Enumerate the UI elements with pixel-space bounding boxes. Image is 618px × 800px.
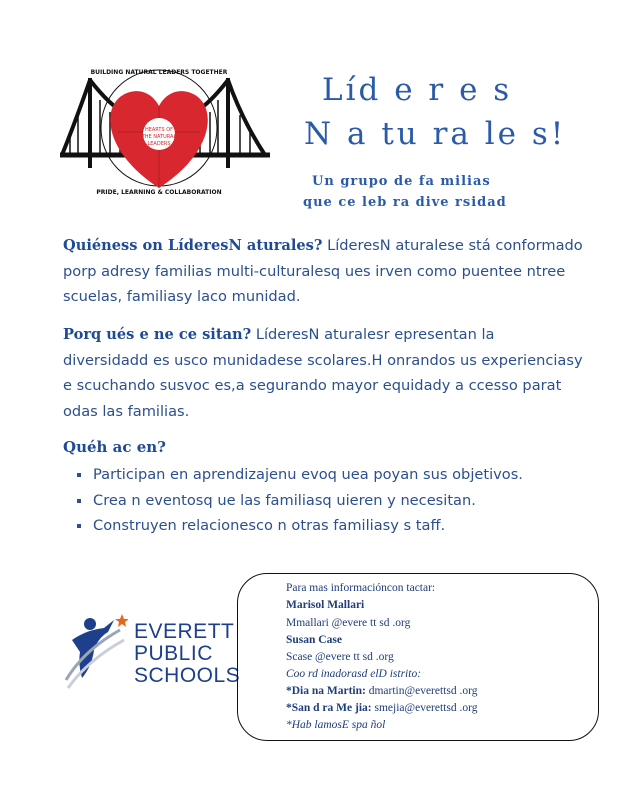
section-who-are-body: LíderesN aturalese stá conformado porp adresy familias multi-culturalesq ues irven como puentee ntree scuelas, familiasy laco munidad. [63, 237, 583, 305]
contact-box [237, 573, 599, 741]
coordinator-2 [286, 702, 477, 714]
section-what-do-heading: Quéh ac en? [63, 438, 166, 456]
eps-line-1: EVERETT [134, 620, 235, 643]
contact-email-2[interactable]: Scase @evere tt sd .org [286, 651, 394, 663]
eps-line-3: SCHOOLS [134, 664, 241, 687]
subtitle-line-2: que ce leb ra dive rsidad [303, 195, 507, 210]
section-who-are-heading: Quiéness on LíderesN aturales? [63, 237, 323, 254]
coordinator-1-name: *Dia na Martin: [286, 685, 366, 697]
list-item: Construyen relacionesco n otras familiasy s taff. [75, 513, 595, 539]
natural-leaders-logo [60, 60, 270, 200]
coordinator-1-email[interactable]: dmartin@everettsd .org [368, 685, 478, 697]
coordinator-1 [286, 685, 477, 697]
coordinator-2-name: *San d ra Me jia: [286, 702, 372, 714]
spanish-note: *Hab lamosE spa ñol [286, 719, 386, 731]
section-why-needed-heading: Porq ués e ne ce sitan? [63, 326, 252, 343]
title-line-1: Líd e r e s [322, 72, 513, 108]
title-line-2: N a tu ra le s! [304, 116, 567, 152]
contact-email-1[interactable]: Mmallari @evere tt sd .org [286, 617, 411, 629]
coordinator-2-email[interactable]: smejia@everettsd .org [374, 702, 478, 714]
list-item: Participan en aprendizajenu evoq uea poyan sus objetivos. [75, 462, 595, 488]
section-who-are [63, 233, 583, 310]
svg-text:LEADERS: LEADERS [147, 141, 171, 147]
activities-list [75, 462, 595, 539]
contact-name-2: Susan Case [286, 634, 342, 646]
svg-text:BUILDING NATURAL LEADERS TOGET: BUILDING NATURAL LEADERS TOGETHER [90, 69, 228, 76]
section-why-needed [63, 322, 583, 424]
section-why-needed-body: LíderesN aturalesr epresentan la diversidadd es usco munidadese scolares.H onrandos us experienciasy e scuchando susvoc es,a segurando mayor equidady a ccesso parat odas las familias. [63, 326, 583, 420]
eps-figure-icon [64, 610, 128, 690]
svg-text:PRIDE, LEARNING & COLLABORATIO: PRIDE, LEARNING & COLLABORATION [96, 189, 222, 196]
subtitle-line-1: Un grupo de fa milias [312, 174, 491, 189]
list-item: Crea n eventosq ue las familiasq uieren y necesitan. [75, 488, 595, 514]
svg-text:THE NATURAL: THE NATURAL [141, 134, 177, 140]
contact-intro: Para mas informacióncon tactar: [286, 582, 436, 594]
coordinators-label: Coo rd inadorasd elD istrito: [286, 668, 422, 680]
everett-public-schools-logo [64, 610, 244, 690]
contact-name-1: Marisol Mallari [286, 599, 365, 611]
svg-text:HEARTS OF: HEARTS OF [144, 127, 174, 133]
heart-bridge-logo-icon [60, 60, 270, 200]
eps-line-2: PUBLIC [134, 642, 213, 665]
